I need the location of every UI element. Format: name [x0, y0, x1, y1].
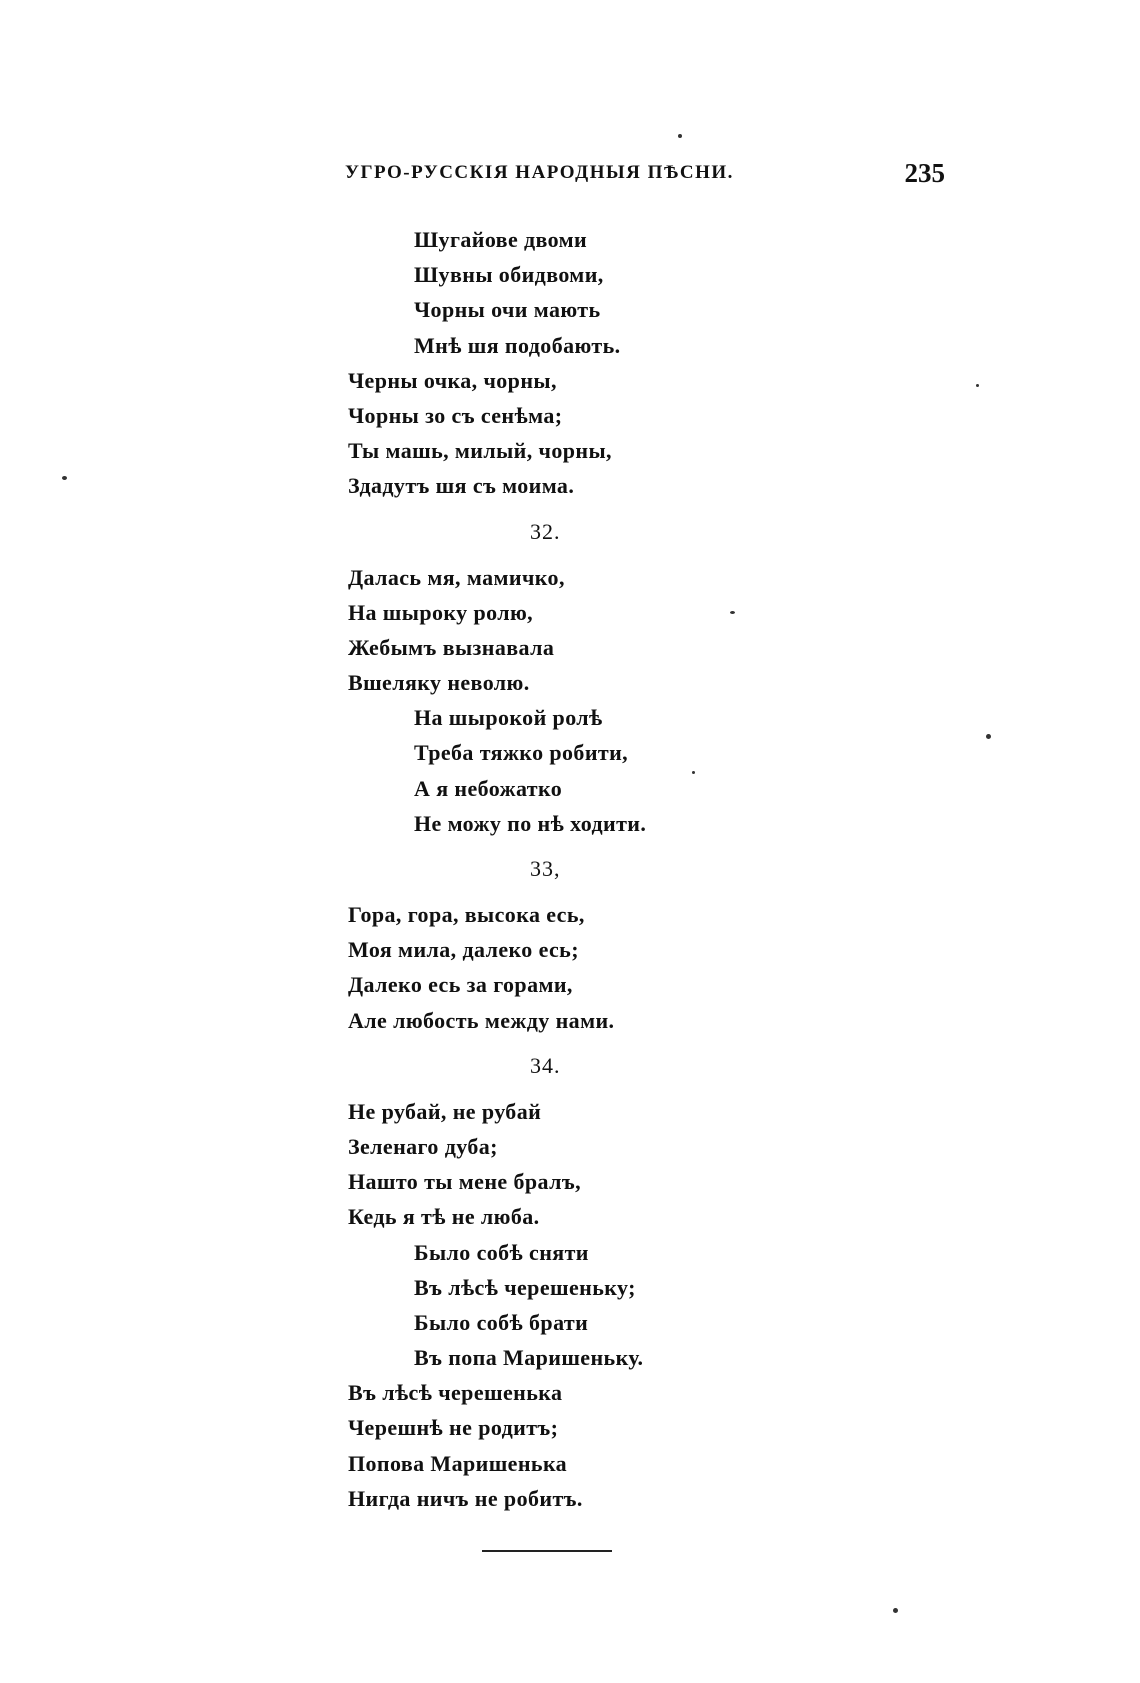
verse-line: Въ лѣсѣ черешенька: [348, 1380, 563, 1406]
verse-line: Было собѣ брати: [414, 1309, 589, 1335]
verse-line: Нашто ты мене бралъ,: [348, 1169, 581, 1195]
verse-line: Нигда ничъ не робитъ.: [348, 1485, 583, 1511]
verse-line: Жебымъ вызнавала: [348, 634, 555, 660]
verse-line: Вшеляку неволю.: [348, 670, 530, 696]
song-32-stanza-2: [348, 700, 948, 841]
page-header: [345, 158, 945, 194]
song-number-33: 33,: [530, 856, 561, 881]
verse-line: Было собѣ сняти: [414, 1239, 589, 1265]
scan-speck: [893, 1608, 898, 1613]
song-34-stanza-1: [348, 1094, 948, 1235]
end-rule: [482, 1550, 612, 1552]
verse-line: А я небожатко: [414, 775, 563, 801]
verse-line: Шугайове двоми: [414, 227, 588, 252]
verse-line: Далеко есь за горами,: [348, 972, 573, 998]
song-33-stanza-1: [348, 897, 948, 1038]
verse-line: Въ попа Маришеньку.: [414, 1345, 644, 1371]
scan-speck: [62, 476, 67, 480]
verse-line: Шувны обидвоми,: [414, 262, 604, 288]
verse-line: Гора, гора, высока есь,: [348, 902, 585, 927]
song-34-stanza-3: [348, 1375, 948, 1516]
verse-line: Ты машь, милый, чорны,: [348, 438, 612, 464]
verse-line: Здадутъ шя съ моима.: [348, 473, 575, 499]
page-number: 235: [904, 158, 945, 188]
verse-line: Черешнѣ не родитъ;: [348, 1415, 559, 1441]
verse-line: Попова Маришенька: [348, 1450, 568, 1476]
scan-speck: [678, 134, 682, 138]
verse-line: На шырокой ролѣ: [414, 705, 603, 731]
verse-line: Чорны зо съ сенѣма;: [348, 402, 563, 428]
verse-line: Черны очка, чорны,: [348, 367, 557, 393]
song-34-stanza-2: [348, 1235, 948, 1376]
scan-speck: [692, 771, 695, 774]
verse-line: Въ лѣсѣ черешеньку;: [414, 1274, 636, 1300]
verse-line: Моя мила, далеко есь;: [348, 937, 579, 963]
song-31-stanza-2: [348, 363, 948, 504]
verse-line: Чорны очи мають: [414, 297, 601, 323]
scan-speck: [976, 384, 979, 387]
verse-line: Зеленаго дуба;: [348, 1133, 498, 1159]
song-number-32: 32.: [530, 518, 561, 544]
verse-line: На шыроку ролю,: [348, 599, 534, 625]
verse-line: Кедь я тѣ не люба.: [348, 1204, 540, 1230]
scan-speck: [986, 734, 991, 739]
scan-speck: [730, 611, 735, 614]
verse-line: Але любость между нами.: [348, 1007, 615, 1033]
poem-text: [348, 222, 948, 1516]
song-31-stanza-1: [348, 222, 948, 363]
running-title: УГРО-РУССКIЯ НАРОДНЫЯ ПѢСНИ.: [345, 162, 734, 183]
verse-line: Далась мя, мамичко,: [348, 564, 565, 590]
song-number-34: 34.: [530, 1052, 561, 1078]
verse-line: Не рубай, не рубай: [348, 1098, 542, 1124]
verse-line: Треба тяжко робити,: [414, 740, 629, 766]
verse-line: Не можу по нѣ ходити.: [414, 810, 647, 836]
song-32-stanza-1: [348, 560, 948, 701]
verse-line: Мнѣ шя подобають.: [414, 332, 621, 358]
